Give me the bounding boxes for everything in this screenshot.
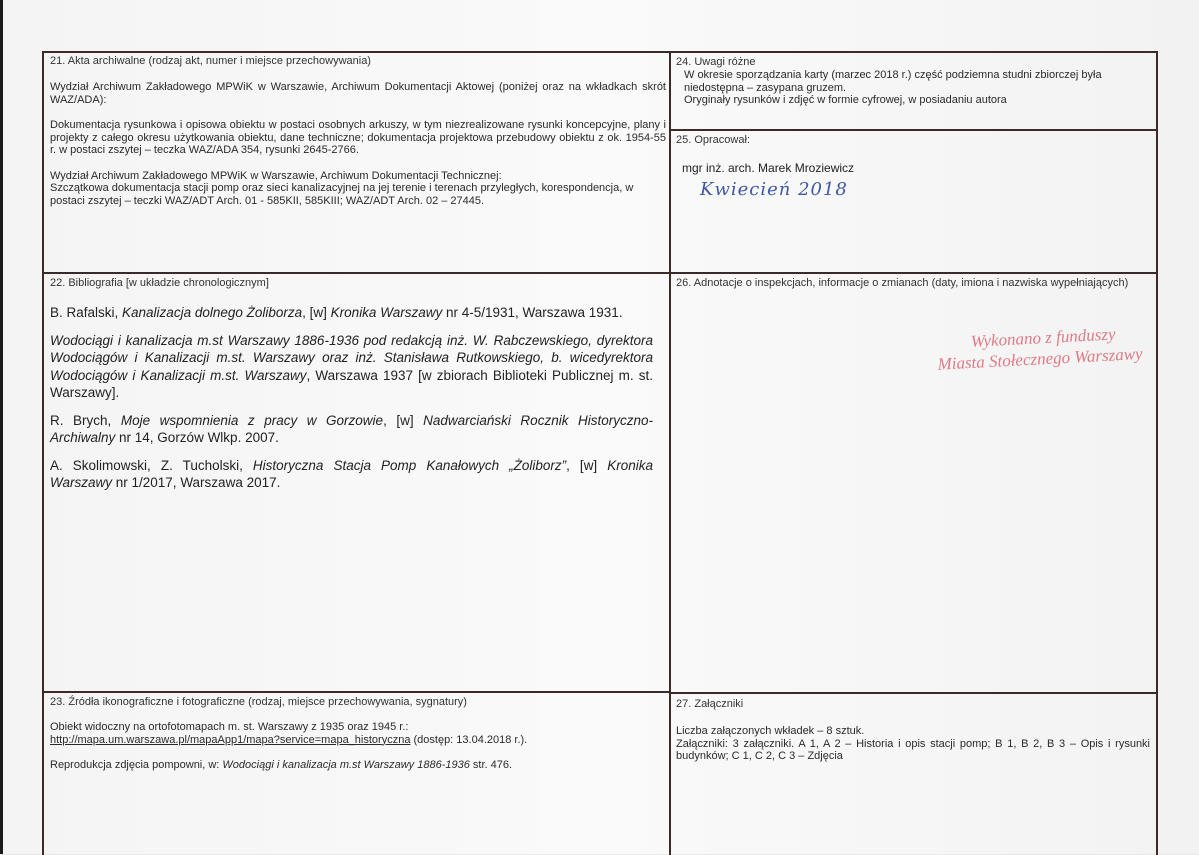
section-23-link-line <box>50 734 666 747</box>
section-27-line-1: Liczba załączonych wkładek – 8 sztuk. <box>676 725 865 737</box>
section-21-paragraph-3a: Wydział Archiwum Zakładowego MPWiK w Warszawie, Archiwum Dokumentacji Technicznej: <box>50 169 502 182</box>
row-divider-right-2 <box>669 272 1158 274</box>
bibliography-entry-3 <box>50 412 653 447</box>
section-25-header: 25. Opracował: <box>676 134 750 146</box>
author-name: mgr inż. arch. Marek Mroziewicz <box>682 161 855 175</box>
section-21-header: 21. Akta archiwalne (rodzaj akt, numer i miejsce przechowywania) <box>50 55 371 67</box>
scan-edge <box>0 0 3 854</box>
section-22-bibliography <box>50 276 653 492</box>
section-21-paragraph-3b: Szczątkowa dokumentacja stacji pomp oraz sieci kanalizacyjnej na jej terenie i terenach przyległych, korespondencja, w postaci zszytej – teczki WAZ/ADT Arch. 01 - 585KII, 585KIII; WAZ/ADT Arch. 02 – 27445. <box>50 182 634 207</box>
section-27-attachments <box>676 697 1150 763</box>
section-23-header: 23. Źródła ikonograficzne i fotograficzne (rodzaj, miejsce przechowywania, sygnatury) <box>50 696 467 708</box>
entry-3-rest: nr 14, Gorzów Wlkp. 2007. <box>115 430 279 445</box>
section-23-iconographic-sources <box>50 695 666 772</box>
entry-1-author: B. Rafalski, <box>50 305 123 320</box>
entry-4-author: A. Skolimowski, Z. Tucholski, <box>50 457 253 473</box>
entry-1-sep: , [w] <box>302 305 331 320</box>
reproduction-title: Wodociągi i kanalizacja m.st Warszawy 1886-1936 <box>222 759 470 771</box>
bibliography-entry-2 <box>50 332 653 402</box>
row-divider-right-3 <box>669 692 1158 694</box>
entry-2-title: Wodociągi i kanalizacja m.st Warszawy 1886-1936 pod redakcją inż. W. Rabczewskiego, dyrektora Wodociągów i Kanalizacji m.st. Warszawy oraz inż. Stanisława Rutkowskiego, b. wicedyrektora Wodociągów i Kanalizacji m.st. Warszawy <box>50 332 653 383</box>
row-divider-left-2 <box>42 691 671 693</box>
row-divider-right-1 <box>669 129 1158 131</box>
entry-3-title: Moje wspomnienia z pracy w Gorzowie <box>120 412 384 428</box>
entry-4-rest: nr 1/2017, Warszawa 2017. <box>112 475 281 490</box>
section-23-paragraph-2 <box>50 759 666 772</box>
section-24-header: 24. Uwagi różne <box>676 56 756 68</box>
bibliography-entry-4 <box>50 457 653 492</box>
section-26-annotations <box>676 276 1150 374</box>
stamp-line-2: Miasta Stołecznego Warszawy <box>937 343 1144 374</box>
historical-map-link[interactable]: http://mapa.um.warszawa.pl/mapaApp1/mapa?service=mapa_historyczna <box>50 733 411 746</box>
section-26-header: 26. Adnotacje o inspekcjach, informacje o zmianach (daty, imiona i nazwiska wypełniających) <box>676 277 1129 289</box>
handwritten-signature-date: Kwiecień 2018 <box>700 179 848 200</box>
section-24-remarks <box>676 55 1150 107</box>
section-21-paragraph-2: Dokumentacja rysunkowa i opisowa obiektu w postaci osobnych arkuszy, w tym niezrealizowane rysunki koncepcyjne, plany i projekty z całego okresu użytkowania obiektu, dane techniczne; dokumentacja projektowa przebudowy obiektu z ok. 1954-55 r. w postaci zszytej – teczka WAZ/ADA 354, rysunki 2645-2766. <box>50 119 666 156</box>
section-25-prepared-by <box>676 133 1150 200</box>
entry-2-rest: , Warszawa 1937 [w zbiorach Biblioteki Publicznej m. st. Warszawy]. <box>50 367 653 400</box>
section-21-archival-records <box>50 54 666 207</box>
row-divider-left-1 <box>42 272 671 274</box>
entry-1-title: Kanalizacja dolnego Żoliborza <box>122 305 303 320</box>
section-21-paragraph-1: Wydział Archiwum Zakładowego MPWiK w Warszawie, Archiwum Dokumentacji Aktowej (poniżej oraz na wkładkach skrót WAZ/ADA): <box>50 81 666 106</box>
entry-3-journal: Nadwarciański Rocznik Historyczno-Archiwalny <box>50 412 653 445</box>
entry-3-author: R. Brych, <box>50 412 121 428</box>
entry-4-journal: Kronika Warszawy <box>50 457 653 490</box>
section-22-header: 22. Bibliografia [w układzie chronologicznym] <box>50 277 269 289</box>
bibliography-entry-1 <box>50 304 653 322</box>
entry-4-sep: , [w] <box>566 457 608 473</box>
section-24-line-2: Oryginały rysunków i zdjęć w formie cyfrowej, w posiadaniu autora <box>684 94 1007 106</box>
column-divider <box>669 51 671 855</box>
reproduction-page: str. 476. <box>469 759 513 771</box>
section-27-line-2: Załączniki: 3 załączniki. A 1, A 2 – Historia i opis stacji pomp; B 1, B 2, B 3 – Opis i rysunki budynków; C 1, C 2, C 3 – Zdjęcia <box>676 737 1150 762</box>
entry-3-sep: , [w] <box>383 412 424 428</box>
stamp-line-1: Wykonano z funduszy <box>970 324 1116 351</box>
section-27-header: 27. Załączniki <box>676 698 744 710</box>
entry-4-title: Historyczna Stacja Pomp Kanałowych „Żoliborz” <box>252 457 567 473</box>
entry-1-rest: nr 4-5/1931, Warszawa 1931. <box>442 305 623 320</box>
link-access-date: (dostęp: 13.04.2018 r.). <box>410 733 528 746</box>
reproduction-text: Reprodukcja zdjęcia pompowni, w: <box>50 759 223 771</box>
entry-1-journal: Kronika Warszawy <box>330 305 443 320</box>
section-24-line-1: W okresie sporządzania karty (marzec 2018 r.) część podziemna studni zbiorczej była niedostępna – zasypana gruzem. <box>684 69 1102 94</box>
section-23-paragraph-1: Obiekt widoczny na ortofotomapach m. st. Warszawy z 1935 oraz 1945 r.: <box>50 721 409 733</box>
